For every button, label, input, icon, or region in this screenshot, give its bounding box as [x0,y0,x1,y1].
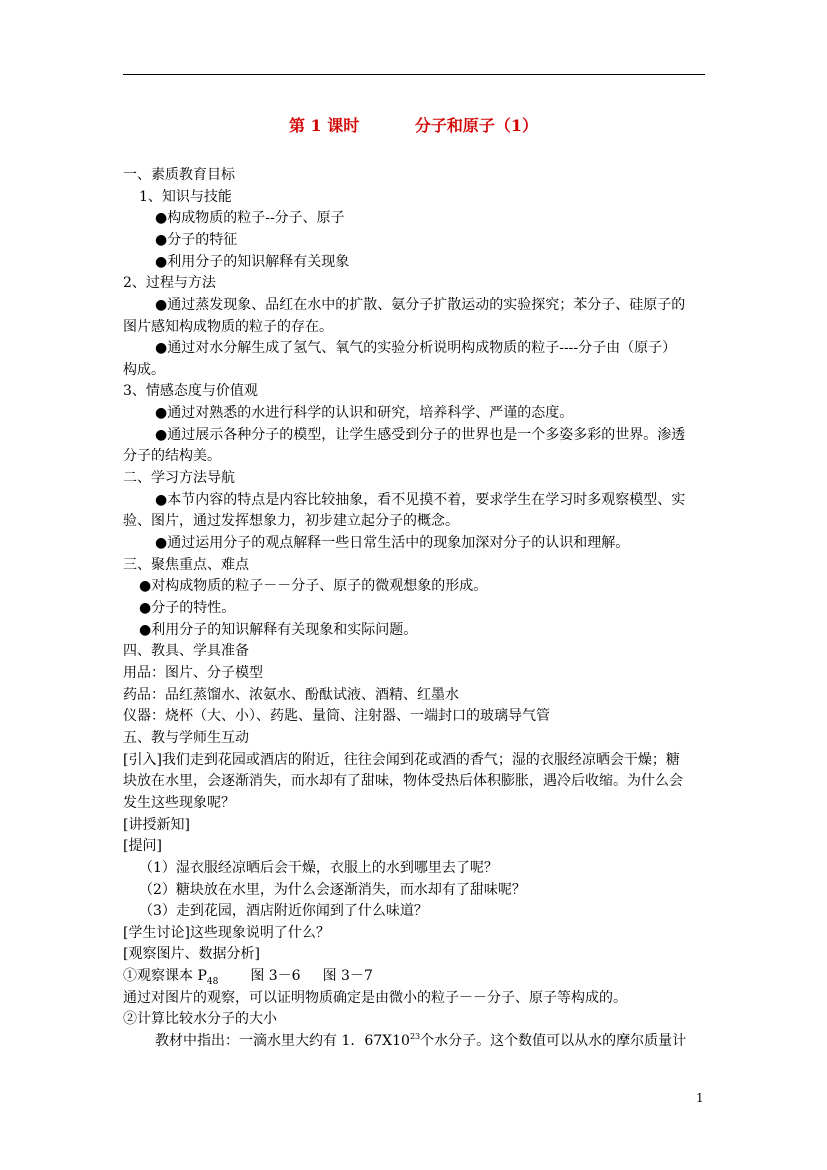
subsection-heading: 2、过程与方法 [123,275,216,291]
section-heading: 三、聚焦重点、难点 [123,557,249,573]
bullet-item: ●分子的特性。 [139,600,236,616]
paragraph-line: ●通过运用分子的观点解释一些日常生活中的现象加深对分子的认识和理解。 [155,535,630,551]
paragraph-line: [引入]我们走到花园或酒店的附近，往往会闻到花或酒的香气；湿的衣服经凉晒会干燥；糖 [123,752,680,768]
observe-line [123,967,373,987]
paragraph-line: ●通过蒸发现象、品红在水中的扩散、氨分子扩散运动的实验探究；苯分子、硅原子的 [155,297,686,313]
lesson-title: 第 1 课时 分子和原子（1） [288,116,539,135]
section-heading: 四、教具、学具准备 [123,643,249,659]
paragraph-line: 药品：品红蒸馏水、浓氨水、酚酞试液、酒精、红墨水 [123,687,459,703]
subsection-heading: 1、知识与技能 [139,189,232,205]
page-subscript: 48 [206,977,219,987]
section-heading: 二、学习方法导航 [123,470,235,486]
paragraph-line: 通过对图片的观察，可以证明物质确定是由微小的粒子－－分子、原子等构成的。 [123,990,627,1006]
paragraph-line: [讲授新知] [123,817,190,833]
bullet-item: ●利用分子的知识解释有关现象和实际问题。 [139,622,418,638]
page-number: 1 [696,1091,704,1105]
paragraph-line: 分子的结构美。 [123,448,221,464]
paragraph-line: 构成。 [123,362,165,378]
question-item: （1）湿衣服经凉晒后会干燥，衣服上的水到哪里去了呢？ [139,860,498,876]
paragraph-line: [学生讨论]这些现象说明了什么？ [123,925,330,941]
section-heading: 五、教与学师生互动 [123,730,249,746]
paragraph-line: 图片感知构成物质的粒子的存在。 [123,319,333,335]
paragraph-line: ●本节内容的特点是内容比较抽象，看不见摸不着，要求学生在学习时多观察模型、实 [155,492,686,508]
paragraph-line: 验、图片，通过发挥想象力，初步建立起分子的概念。 [123,513,459,529]
bullet-item: ●对构成物质的粒子－－分子、原子的微观想象的形成。 [139,578,488,594]
paragraph-line: 仪器：烧杯（大、小）、药匙、量筒、注射器、一端封口的玻璃导气管 [123,708,550,724]
bullet-item: ●利用分子的知识解释有关现象 [155,254,350,270]
paragraph-line: [提问] [123,838,162,854]
bullet-item: ●分子的特征 [155,232,238,248]
observe-prefix: ①观察课本 P [123,968,207,984]
last-line-before: 教材中指出：一滴水里大约有 1．67X10 [155,1033,410,1049]
subsection-heading: 3、情感态度与价值观 [123,383,258,399]
exponent: 23 [409,1032,421,1041]
paragraph-line: [观察图片、数据分析] [123,946,260,962]
paragraph-line: ●通过展示各种分子的模型，让学生感受到分子的世界也是一个多姿多彩的世界。渗透 [155,427,686,443]
section-heading: 一、素质教育目标 [123,167,235,183]
paragraph-line: 发生这些现象呢？ [123,795,235,811]
paragraph-line: 块放在水里，会逐渐消失，而水却有了甜味，物体受热后体积膨胀，遇冷后收缩。为什么会 [123,773,683,789]
bullet-item: ●构成物质的粒子--分子、原子 [155,210,345,226]
figure-ref: 图 3－6 [250,968,301,984]
last-line [155,1032,686,1052]
paragraph-line: ●通过对熟悉的水进行科学的认识和研究，培养科学、严谨的态度。 [155,405,574,421]
paragraph-line: 用品：图片、分子模型 [123,665,263,681]
question-item: （2）糖块放在水里，为什么会逐渐消失，而水却有了甜味呢？ [139,882,526,898]
question-item: （3）走到花园，酒店附近你闻到了什么味道？ [139,903,428,919]
paragraph-line: ②计算比较水分子的大小 [123,1011,277,1027]
header-rule [123,74,705,75]
figure-ref: 图 3－7 [322,968,373,984]
paragraph-line: ●通过对水分解生成了氢气、氧气的实验分析说明构成物质的粒子----分子由（原子） [155,340,677,356]
last-line-after: 个水分子。这个数值可以从水的摩尔质量计 [420,1033,687,1049]
